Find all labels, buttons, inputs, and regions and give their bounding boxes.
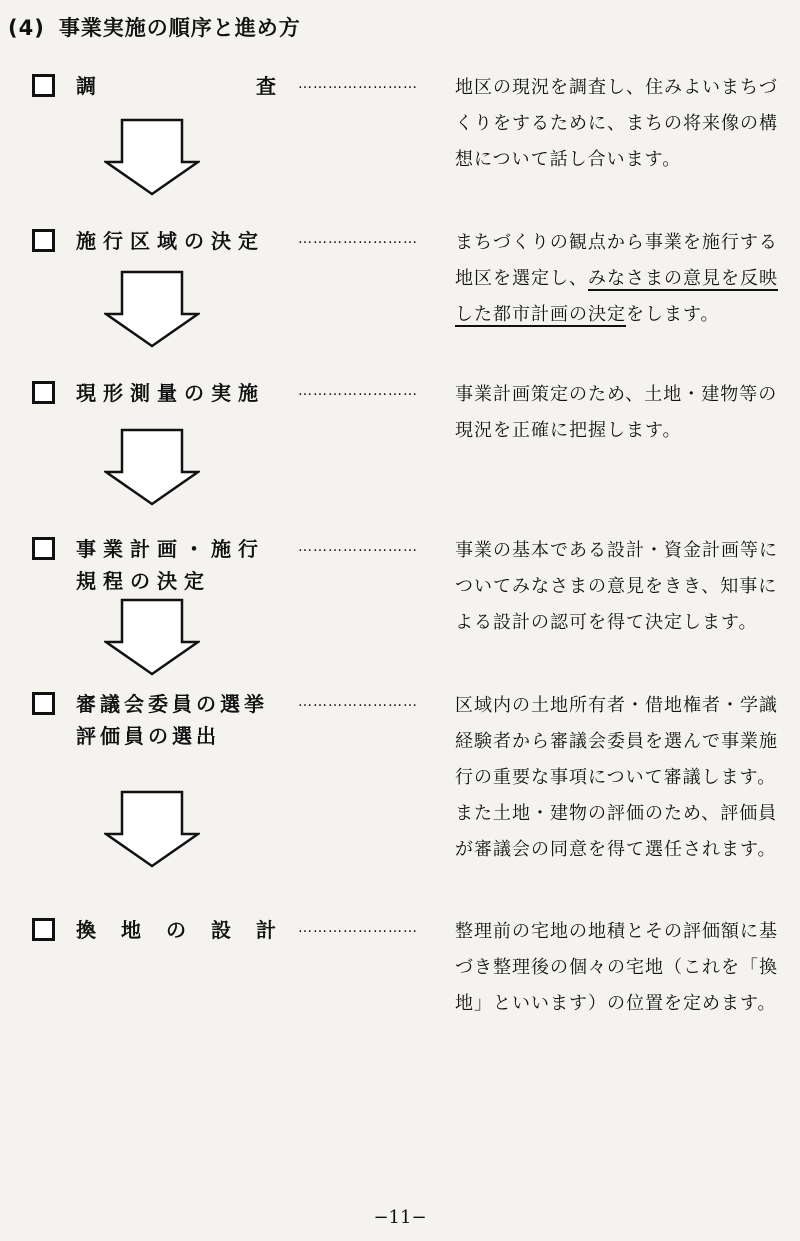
checkbox-icon <box>32 381 55 404</box>
down-arrow-icon <box>104 118 200 196</box>
step-label: 現形測量の実施 <box>76 381 265 405</box>
down-arrow-icon <box>104 790 200 868</box>
down-arrow-icon <box>104 270 200 348</box>
leader-dots: …………………… <box>298 539 418 555</box>
checkbox-icon <box>32 692 55 715</box>
step-label: 審議会委員の選挙 評価員の選出 <box>76 692 268 748</box>
section-number: (4) <box>8 16 45 40</box>
leader-dots: …………………… <box>298 383 418 399</box>
step-label: 事業計画・施行 規程の決定 <box>76 537 265 593</box>
section-title: 事業実施の順序と進め方 <box>58 16 301 40</box>
step-label: 施行区域の決定 <box>76 229 265 253</box>
step-description: 事業計画策定のため、土地・建物等の 現況を正確に把握します。 <box>455 384 778 441</box>
checkbox-icon <box>32 74 55 97</box>
checkbox-icon <box>32 918 55 941</box>
step-description: 事業の基本である設計・資金計画等に ついてみなさまの意見をきき、知事に よる設計の認可を得て決定します。 <box>455 540 778 633</box>
leader-dots: …………………… <box>298 694 418 710</box>
step-label: 換 地 の 設 計 <box>76 918 276 942</box>
checkbox-icon <box>32 537 55 560</box>
step-description: 区域内の土地所有者・借地権者・学識 経験者から審議会委員を選んで事業施 行の重要な事項について審議します。 また土地・建物の評価のため、評価員 が審議会の同意を得て選任されます。 <box>455 695 778 860</box>
step-description: 地区の現況を調査し、住みよいまちづ くりをするために、まちの将来像の構 想について話し合います。 <box>455 77 778 170</box>
underlined-text: した都市計画の決定 <box>455 304 626 325</box>
section-heading <box>8 12 301 42</box>
down-arrow-icon <box>104 428 200 506</box>
leader-dots: …………………… <box>298 231 418 247</box>
checkbox-icon <box>32 229 55 252</box>
leader-dots: …………………… <box>298 920 418 936</box>
page-number: −11− <box>373 1207 427 1228</box>
leader-dots: …………………… <box>298 76 418 92</box>
step-label: 調 査 <box>76 74 276 98</box>
underlined-text: みなさまの意見を反映 <box>588 268 778 289</box>
step-description: 整理前の宅地の地積とその評価額に基 づき整理後の個々の宅地（これを「換 地」といいます）の位置を定めます。 <box>455 921 778 1014</box>
step-description: まちづくりの観点から事業を施行する 地区を選定し、みなさまの意見を反映 した都市計画の決定をします。 <box>455 232 778 325</box>
down-arrow-icon <box>104 598 200 676</box>
